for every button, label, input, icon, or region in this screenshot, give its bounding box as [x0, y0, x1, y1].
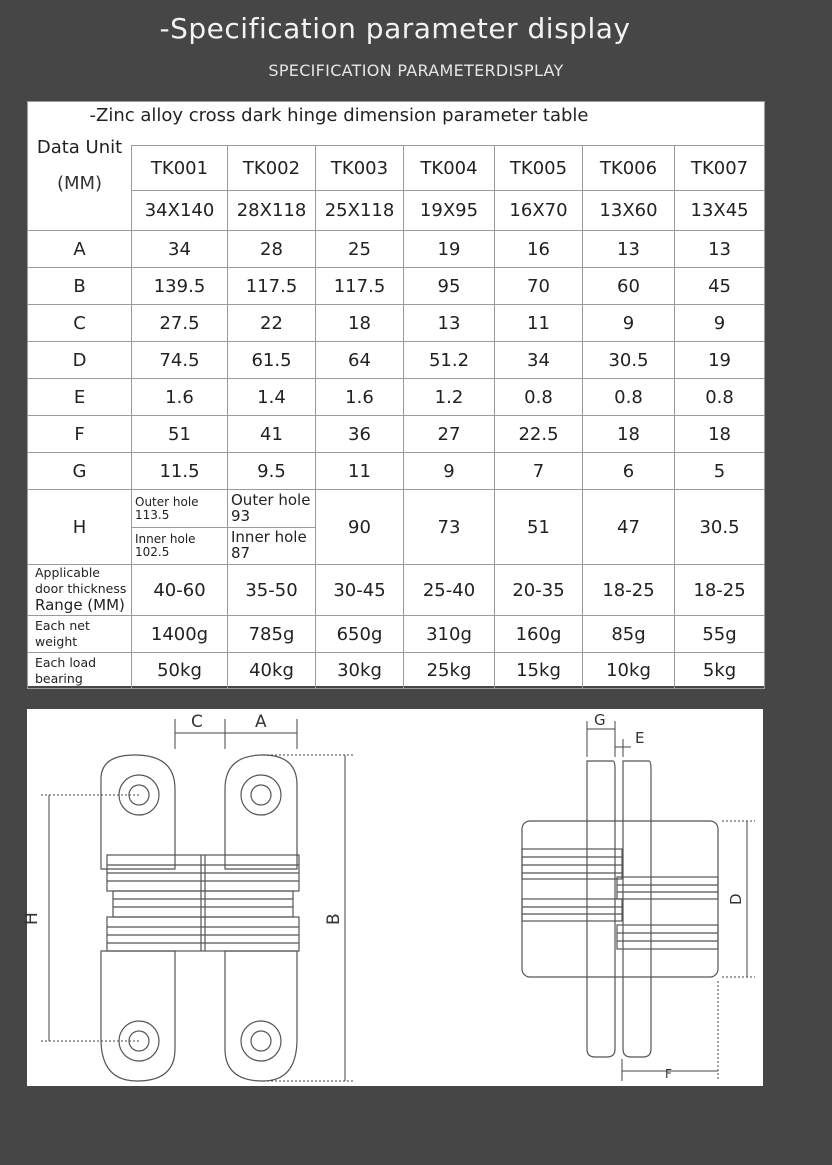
h-split-cell — [132, 490, 228, 565]
value-cell: 13 — [404, 305, 495, 342]
value-cell: 1.6 — [316, 379, 404, 416]
row-label: Each load bearing — [28, 653, 132, 689]
value-cell: 40-60 — [132, 565, 228, 616]
table-caption — [89, 102, 765, 146]
value-cell: 45 — [675, 268, 765, 305]
row-f — [28, 416, 765, 453]
value-cell: 30.5 — [583, 342, 675, 379]
value-cell: 5kg — [675, 653, 765, 689]
value-cell: 61.5 — [228, 342, 316, 379]
value-cell: 1.4 — [228, 379, 316, 416]
unit-mm: (MM) — [56, 173, 103, 194]
dim-label-e: E — [635, 729, 645, 747]
value-cell: 22 — [228, 305, 316, 342]
model-cell: TK005 — [495, 146, 583, 191]
value-cell: 25 — [316, 231, 404, 268]
value-cell: 55g — [675, 616, 765, 653]
row-label: E — [28, 379, 132, 416]
value-cell: 41 — [228, 416, 316, 453]
row-h — [28, 490, 765, 565]
row-e — [28, 379, 765, 416]
model-cell: TK001 — [132, 146, 228, 191]
side-leaf-left — [587, 761, 615, 1057]
dim-label-f: F — [665, 1067, 672, 1081]
value-cell: 18-25 — [583, 565, 675, 616]
value-cell: 64 — [316, 342, 404, 379]
inner-hole-value: Inner hole 87 — [228, 527, 315, 564]
value-cell: 13 — [675, 231, 765, 268]
value-cell: 7 — [495, 453, 583, 490]
value-cell: 30-45 — [316, 565, 404, 616]
page-title: -Specification parameter display — [159, 12, 631, 45]
row-label: C — [28, 305, 132, 342]
row-g — [28, 453, 765, 490]
value-cell: 9 — [404, 453, 495, 490]
value-cell: 18 — [316, 305, 404, 342]
value-cell: 9.5 — [228, 453, 316, 490]
model-cell: TK006 — [583, 146, 675, 191]
outer-hole-value: Outer hole 93 — [231, 490, 311, 525]
value-cell: 70 — [495, 268, 583, 305]
value-cell: 0.8 — [675, 379, 765, 416]
value-cell: 60 — [583, 268, 675, 305]
hinge-body-lower — [107, 917, 299, 951]
value-cell: 30.5 — [675, 490, 765, 565]
row-label: H — [28, 490, 132, 565]
value-cell: 35-50 — [228, 565, 316, 616]
row-label: A — [28, 231, 132, 268]
outer-hole-value: Outer hole 113.5 — [135, 494, 199, 522]
value-cell: 0.8 — [495, 379, 583, 416]
value-cell: 1400g — [132, 616, 228, 653]
value-cell: 785g — [228, 616, 316, 653]
value-cell: 50kg — [132, 653, 228, 689]
door-thickness-label: Applicable door thickness — [35, 565, 127, 596]
value-cell: 20-35 — [495, 565, 583, 616]
row-load-bearing — [28, 653, 765, 689]
value-cell: 18-25 — [675, 565, 765, 616]
row-net-weight — [28, 616, 765, 653]
hinge-leaf-top-left — [101, 755, 175, 869]
dim-label-h: H — [22, 912, 42, 925]
row-a — [28, 231, 765, 268]
size-cell: 34X140 — [132, 191, 228, 231]
row-label: F — [28, 416, 132, 453]
size-cell: 13X60 — [583, 191, 675, 231]
screw-hole-bottom-right-outer — [241, 1021, 281, 1061]
page-subtitle: SPECIFICATION PARAMETERDISPLAY — [268, 61, 564, 80]
model-cell: TK007 — [675, 146, 765, 191]
value-cell: 6 — [583, 453, 675, 490]
value-cell: 9 — [675, 305, 765, 342]
size-cell: 28X118 — [228, 191, 316, 231]
spec-table — [27, 101, 765, 689]
value-cell: 10kg — [583, 653, 675, 689]
value-cell: 11 — [495, 305, 583, 342]
value-cell: 74.5 — [132, 342, 228, 379]
hinge-diagram — [22, 709, 763, 1086]
value-cell: 1.6 — [132, 379, 228, 416]
value-cell: 90 — [316, 490, 404, 565]
value-cell: 27.5 — [132, 305, 228, 342]
value-cell: 19 — [675, 342, 765, 379]
model-cell: TK002 — [228, 146, 316, 191]
dim-label-g: G — [594, 711, 606, 729]
value-cell: 73 — [404, 490, 495, 565]
range-label: Range (MM) — [35, 596, 125, 615]
value-cell: 16 — [495, 231, 583, 268]
inner-hole-value: Inner hole 102.5 — [132, 527, 227, 564]
value-cell: 11 — [316, 453, 404, 490]
dim-label-a: A — [255, 712, 267, 732]
value-cell: 18 — [583, 416, 675, 453]
dim-label-c: C — [191, 712, 203, 732]
value-cell: 310g — [404, 616, 495, 653]
hinge-leaf-top-right — [225, 755, 297, 869]
value-cell: 40kg — [228, 653, 316, 689]
value-cell: 650g — [316, 616, 404, 653]
value-cell: 15kg — [495, 653, 583, 689]
value-cell: 36 — [316, 416, 404, 453]
value-cell: 30kg — [316, 653, 404, 689]
value-cell: 117.5 — [316, 268, 404, 305]
size-cell: 19X95 — [404, 191, 495, 231]
value-cell: 95 — [404, 268, 495, 305]
model-row — [28, 146, 765, 191]
row-label: B — [28, 268, 132, 305]
h-split-cell — [228, 490, 316, 565]
value-cell: 28 — [228, 231, 316, 268]
value-cell: 1.2 — [404, 379, 495, 416]
value-cell: 34 — [132, 231, 228, 268]
value-cell: 25kg — [404, 653, 495, 689]
value-cell: 19 — [404, 231, 495, 268]
value-cell: 0.8 — [583, 379, 675, 416]
value-cell: 51.2 — [404, 342, 495, 379]
value-cell: 117.5 — [228, 268, 316, 305]
spec-table-container — [27, 101, 764, 686]
screw-hole-top-right-outer — [241, 775, 281, 815]
size-cell: 13X45 — [675, 191, 765, 231]
size-cell: 16X70 — [495, 191, 583, 231]
row-d — [28, 342, 765, 379]
row-label: Each net weight — [28, 616, 132, 653]
model-cell: TK004 — [404, 146, 495, 191]
value-cell: 51 — [132, 416, 228, 453]
model-cell: TK003 — [316, 146, 404, 191]
dim-label-b: B — [324, 913, 344, 925]
hinge-drawing — [22, 709, 763, 1086]
value-cell: 25-40 — [404, 565, 495, 616]
row-c — [28, 305, 765, 342]
side-leaf-right — [623, 761, 651, 1057]
row-label: D — [28, 342, 132, 379]
size-row — [28, 191, 765, 231]
value-cell: 11.5 — [132, 453, 228, 490]
value-cell: 5 — [675, 453, 765, 490]
value-cell: 9 — [583, 305, 675, 342]
row-label — [28, 565, 132, 616]
row-label: G — [28, 453, 132, 490]
value-cell: 139.5 — [132, 268, 228, 305]
value-cell: 13 — [583, 231, 675, 268]
value-cell: 51 — [495, 490, 583, 565]
row-b — [28, 268, 765, 305]
value-cell: 27 — [404, 416, 495, 453]
dim-label-d: D — [727, 893, 745, 905]
row-door-thickness — [28, 565, 765, 616]
table-caption-text: -Zinc alloy cross dark hinge dimension parameter table — [89, 105, 589, 126]
value-cell: 85g — [583, 616, 675, 653]
size-cell: 25X118 — [316, 191, 404, 231]
value-cell: 18 — [675, 416, 765, 453]
unit-label: Data Unit — [36, 137, 123, 159]
value-cell: 47 — [583, 490, 675, 565]
value-cell: 22.5 — [495, 416, 583, 453]
value-cell: 160g — [495, 616, 583, 653]
value-cell: 34 — [495, 342, 583, 379]
